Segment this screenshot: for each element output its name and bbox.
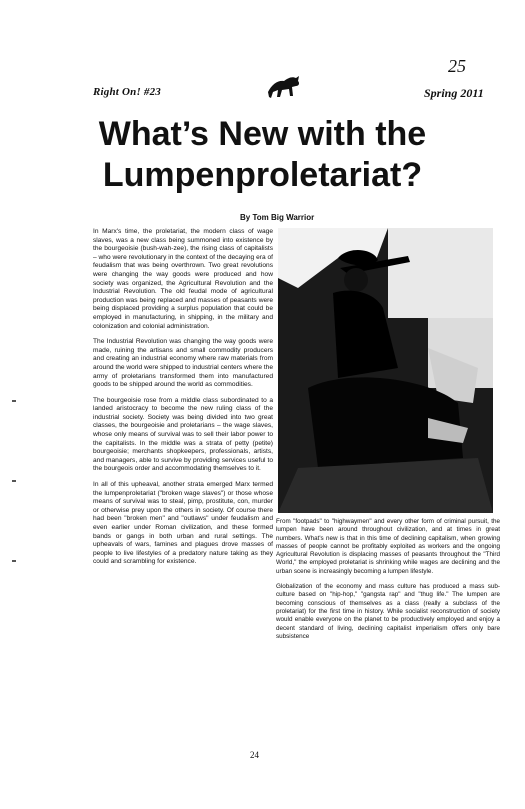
article-title	[40, 114, 485, 196]
scan-mark	[12, 400, 16, 402]
scan-mark	[12, 480, 16, 482]
right-column	[276, 518, 500, 648]
paragraph: In Marx's time, the proletariat, the modern class of wage slaves, was a new class being summoned into existence by the bourgeoisie (bush-wah-zee), the rising class of capitalists – who were revolutionary in the context of the decaying era of feudalism that was being overthrown. Two great revolutions were changing the way goods were produced and how society was organized, the Agricultural Revolution and the Industrial Revolution. The old feudal mode of agricultural production was being replaced and masses of peasants were being displaced providing a surplus population that could be employed in manufacturing, in shipping, in the military and colonization and colonial administration.	[93, 228, 273, 330]
left-column	[93, 228, 273, 574]
panther-icon	[266, 70, 302, 100]
paragraph: The Industrial Revolution was changing the way goods were made, ruining the artisans and small commodity producers and creating an industrial economy where raw materials from around the world were shipped to industrial centers where the army of proletarians transformed them into manufactured goods to be shipped around the world as commodities.	[93, 338, 273, 389]
title-line-1: What’s New with the	[98, 115, 427, 153]
handwritten-page-number: 25	[448, 56, 466, 76]
paragraph: The bourgeoisie rose from a middle class subordinated to a landed aristocracy to become the new ruling class of the industrial society. Society was being divided into two great classes, the bourgeoisie and proletarians – the wage slaves, whose only means of survival was to sell their labor power to the capitalists. In the middle was a strata of petty (petite) bourgeoisie; merchants shopkeepers, professionals, artists, and managers, able to survive by providing services useful to the bourgeois order and accommodating themselves to it.	[93, 396, 273, 473]
paragraph: From "footpads" to "highwaymen" and every other form of criminal pursuit, the lumpen have been around throughout civilization, and at times in great numbers. What's new is that in this time of declining capitalism, when growing masses of people cannot be profitably exploited as workers and the ongoing Agricultural Revolution is displacing masses of peasants throughout the "Third World," the employed proletariat is shrinking while wages are declining and the urban scene is increasingly becoming a lumpen lifestyle.	[276, 518, 500, 575]
page-folio: 24	[250, 750, 259, 760]
scan-mark	[12, 560, 16, 562]
paragraph: In all of this upheaval, another strata emerged Marx termed the lumpenproletariat ("broken wage slaves") or those whose means of survival was to steal, pimp, prostitute, con, murder or otherwise prey upon the others in society. Of course there had been "broken men" and "outlaws" under feudalism and even earlier under Roman civilization, and these formed bands or gangs in both urban and rural settings. The upheavals of wars, famines and plagues drove masses of people to live lifestyles of a predatory nature taking as they could and scrambling for existence.	[93, 481, 273, 566]
article-photo	[278, 228, 493, 513]
title-line-2: Lumpenproletariat?	[102, 156, 423, 194]
issue-label: Right On! #23	[93, 86, 162, 98]
horseman-silhouette-photo	[278, 228, 493, 513]
paragraph: Globalization of the economy and mass culture has produced a mass sub-culture based on "hip-hop," "gangsta rap" and "thug life." The lumpen are becoming conscious of themselves as a class (really a subclass of the proletariat) for the first time in history. While socialist reconstruction of society would enable everyone on the planet to be productively employed and enjoy a decent standard of living, declining capitalist imperialism offers only bare subsistence	[276, 583, 500, 640]
byline: By Tom Big Warrior	[240, 213, 315, 222]
season-label: Spring 2011	[424, 86, 484, 100]
